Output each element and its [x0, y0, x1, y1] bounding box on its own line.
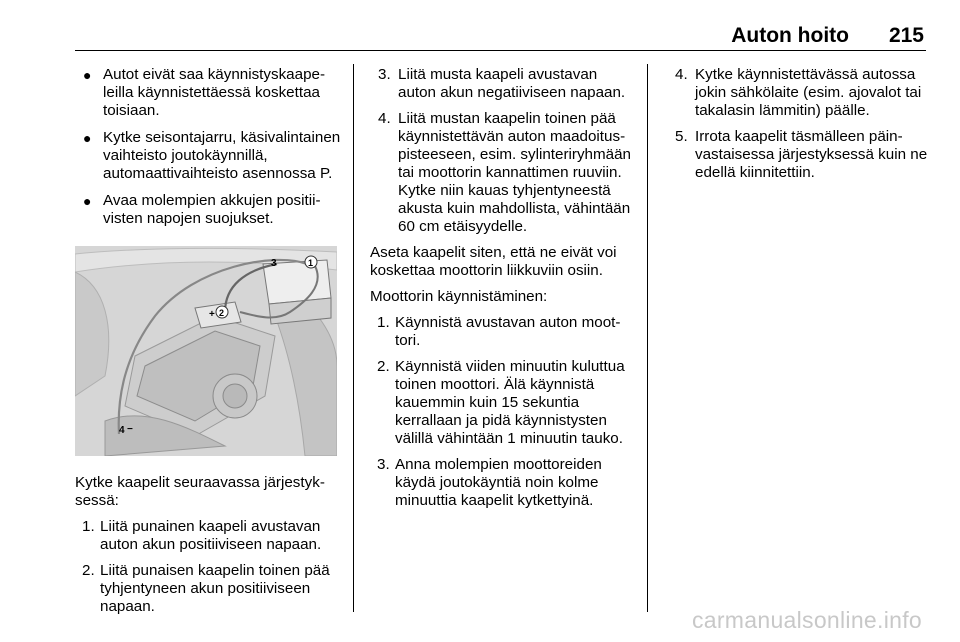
callout-label: 2 — [219, 308, 225, 318]
jump-start-illustration — [75, 246, 337, 456]
engine-bay-drawing — [75, 246, 337, 456]
start-step-list — [370, 314, 634, 510]
bullet-icon: ● — [83, 193, 92, 209]
list-item: 3. Anna molempien moottoreiden käydä joutokäyntiä noin kolme minuuttia kaapelit kytkettyinä. — [377, 456, 602, 509]
column-1 — [75, 66, 343, 624]
page-number: 215 — [888, 24, 924, 47]
polarity-label: + — [209, 309, 215, 320]
callout-label: 4 — [119, 425, 125, 436]
column-3 — [667, 66, 929, 190]
step-list — [75, 518, 343, 616]
paragraph: Moottorin käynnistäminen: — [370, 288, 548, 305]
list-item: 5. Irrota kaapelit täsmälleen päinvastaisessa järjestyksessä kuin ne edellä kiinnitettiin. — [675, 128, 928, 181]
page-header — [75, 22, 926, 51]
list-item: ● Avaa molempien akkujen positiivisten napojen suojukset. — [83, 192, 321, 227]
bullet-icon: ● — [83, 130, 92, 146]
callout-label: 1 — [308, 258, 314, 268]
list-item: 4. Kytke käynnistettävässä autossa jokin sähkölaite (esim. ajovalot tai takalasin lämmitin) päälle. — [675, 66, 922, 119]
list-item: 2. Liitä punaisen kaapelin toinen pää tyhjentyneen akun positiiviseen napaan. — [82, 562, 330, 615]
list-item: ● Kytke seisontajarru, käsivalintainen vaihteisto joutokäynnillä, automaattivaihteisto asennossa P. — [83, 129, 341, 182]
section-title: Auton hoito — [731, 24, 849, 47]
list-item: 1. Liitä punainen kaapeli avustavan auton akun positiiviseen napaan. — [82, 518, 322, 553]
list-item: 3. Liitä musta kaapeli avustavan auton akun negatiiviseen napaan. — [378, 66, 626, 101]
paragraph: Aseta kaapelit siten, että ne eivät voi koskettaa moottorin liikkuviin osiin. — [370, 244, 617, 279]
bullet-list — [75, 66, 343, 228]
column-divider — [647, 64, 648, 612]
step-list — [667, 66, 929, 182]
polarity-label: − — [127, 424, 133, 435]
intro-text: Kytke kaapelit seuraavassa järjestyksessä: — [75, 474, 325, 509]
list-item: 1. Käynnistä avustavan auton moottori. — [377, 314, 621, 349]
list-item: 2. Käynnistä viiden minuutin kuluttua toinen moottori. Älä käynnistä kauemmin kuin 15 sekuntia kerrallaan ja pidä käynnistysten välillä vähintään 1 minuutin tauko. — [377, 358, 625, 447]
column-divider — [353, 64, 354, 612]
bullet-icon: ● — [83, 67, 92, 83]
callout-label: 3 — [271, 258, 277, 269]
list-item: 4. Liitä mustan kaapelin toinen pää käynnistettävän auton maadoituspisteeseen, esim. sylinteriryhmään tai moottorin kannattimen ruuviin. Kytke niin kauas tyhjentyneestä akusta kuin mahdollista, vähintään 60 cm etäisyydelle. — [378, 110, 631, 235]
list-item: ● Autot eivät saa käynnistyskaapeleilla käynnistettäessä koskettaa toisiaan. — [83, 66, 326, 119]
step-list — [370, 66, 634, 236]
watermark: carmanualsonline.info — [691, 607, 922, 633]
column-2 — [370, 66, 634, 518]
